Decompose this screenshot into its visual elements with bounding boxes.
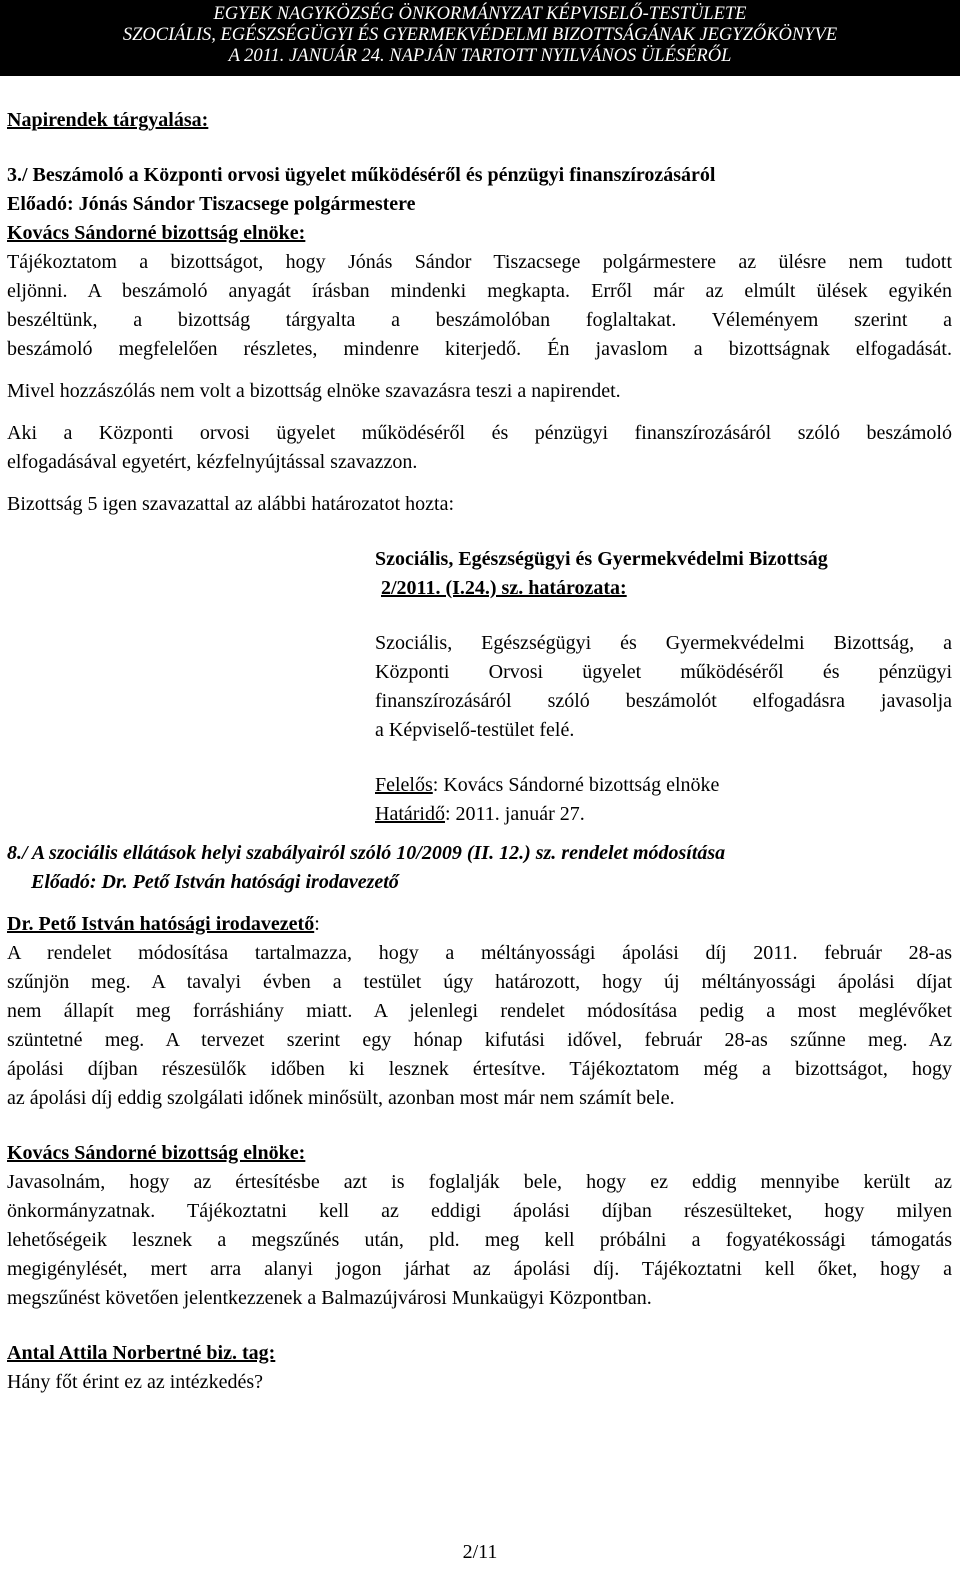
item3-vote-call: elfogadásával egyetért, kézfelnyújtással szavazzon. [7, 451, 418, 473]
item8-speaker-name: Dr. Pető István hatósági irodavezető [7, 913, 315, 935]
resolution-text-line: a Képviselő-testület felé. [375, 719, 575, 741]
deadline-value: : 2011. január 27. [444, 803, 585, 825]
responsible-label: Felelős [375, 774, 433, 796]
item8-speech-line: ápolási díjban részesülők időben ki lesznek értesítve. Tájékoztatom még a bizottságot, hogy [7, 1058, 952, 1080]
document-header [0, 0, 960, 76]
item8-speaker-3: Antal Attila Norbertné biz. tag: [7, 1342, 276, 1364]
header-line-2: SZOCIÁLIS, EGÉSZSÉGÜGYI ÉS GYERMEKVÉDELMI BIZOTTSÁGÁNAK JEGYZŐKÖNYVE [122, 25, 838, 45]
item8-speech2-line: megigénylését, mert arra alanyi jogon járhat az ápolási díj. Tájékoztatni kell őket, hogy a [7, 1258, 952, 1280]
resolution-deadline [375, 800, 952, 829]
header-line-1: EGYEK NAGYKÖZSÉG ÖNKORMÁNYZAT KÉPVISELŐ-TESTÜLETE [213, 4, 747, 24]
item8-speech2-line: önkormányzatnak. Tájékoztatni kell az eddigi ápolási díjban részesülteket, hogy milyen [7, 1200, 952, 1222]
document-body [7, 106, 952, 1397]
item8-speaker-2: Kovács Sándorné bizottság elnöke: [7, 1142, 306, 1164]
item8-speech2-line: megszűnést követően jelentkezzenek a Balmazújvárosi Munkaügyi Központban. [7, 1287, 652, 1309]
resolution-text-line: Szociális, Egészségügyi és Gyermekvédelmi Bizottság, a [375, 632, 952, 654]
item8-speech2-line: Javasolnám, hogy az értesítésbe azt is foglalják bele, hogy ez eddig mennyibe került az [7, 1171, 952, 1193]
resolution-number: 2/2011. (I.24.) sz. határozata: [381, 577, 627, 599]
item8-speech-line: szüntetné meg. A tervezet szerint egy hónap kifutási idővel, február 28-as szűnne meg. Az [7, 1029, 952, 1051]
item3-speech-line: Tájékoztatom a bizottságot, hogy Jónás Sándor Tiszacsege polgármestere az ülésre nem tudott [7, 251, 952, 273]
item3-no-comment: Mivel hozzászólás nem volt a bizottság elnöke szavazásra teszi a napirendet. [7, 380, 621, 402]
resolution-responsible [375, 771, 952, 800]
item3-speech-line: beszéltünk, a bizottság tárgyalta a beszámolóban foglaltakat. Véleményem szerint a [7, 309, 952, 331]
item8-speech-line: az ápolási díj eddig szolgálati időnek minősült, azonban most már nem számít bele. [7, 1087, 675, 1109]
item3-vote-call: Aki a Központi orvosi ügyelet működéséről és pénzügyi finanszírozásáról szóló beszámoló [7, 422, 952, 444]
resolution-text-line: Központi Orvosi ügyelet működéséről és pénzügyi [375, 661, 952, 683]
item8-speech-line: nem állapít meg forráshiány miatt. A jelenlegi rendelet módosítása pedig a most meglévőket [7, 1000, 952, 1022]
resolution-text-line: finanszírozásáról szóló beszámolót elfogadásra javasolja [375, 690, 952, 712]
item8-title: 8./ A szociális ellátások helyi szabályairól szóló 10/2009 (II. 12.) sz. rendelet módosítása [7, 842, 726, 864]
header-line-3: A 2011. JANUÁR 24. NAPJÁN TARTOTT NYILVÁNOS ÜLÉSÉRŐL [228, 46, 732, 66]
item3-speech-line: eljönni. A beszámoló anyagát írásban mindenki megkapta. Erről már az elmúlt ülések egyikén [7, 280, 952, 302]
page-number: 2/11 [462, 1541, 498, 1563]
responsible-value: : Kovács Sándorné bizottság elnöke [432, 774, 720, 796]
item3-speech-line: beszámoló megfelelően részletes, mindenre kiterjedő. Én javaslom a bizottságnak elfogadását. [7, 338, 952, 360]
deadline-label: Határidő [375, 803, 445, 825]
agenda-heading: Napirendek tárgyalása: [7, 109, 209, 131]
item3-vote-result: Bizottság 5 igen szavazattal az alábbi határozatot hozta: [7, 493, 455, 515]
item8-speaker [7, 910, 952, 939]
item8-speech-line: szűnjön meg. A tavalyi évben a testület úgy határozott, hogy új méltányossági ápolási díjat [7, 971, 952, 993]
resolution-committee: Szociális, Egészségügyi és Gyermekvédelmi Bizottság [375, 548, 828, 570]
item8-speech3: Hány főt érint ez az intézkedés? [7, 1371, 263, 1393]
resolution-block [375, 545, 952, 829]
item8-speaker-suffix: : [314, 913, 320, 935]
item3-speaker: Kovács Sándorné bizottság elnöke: [7, 222, 306, 244]
item8-presenter: Előadó: Dr. Pető István hatósági irodavezető [31, 871, 399, 893]
item8-speech2-line: lehetőségeik lesznek a megszűnés után, pld. meg kell próbálni a fogyatékossági támogatás [7, 1229, 952, 1251]
item3-presenter: Előadó: Jónás Sándor Tiszacsege polgármestere [7, 193, 416, 215]
item3-title: 3./ Beszámoló a Központi orvosi ügyelet működéséről és pénzügyi finanszírozásáról [7, 164, 716, 186]
item8-speech-line: A rendelet módosítása tartalmazza, hogy a méltányossági ápolási díj 2011. február 28-as [7, 942, 952, 964]
